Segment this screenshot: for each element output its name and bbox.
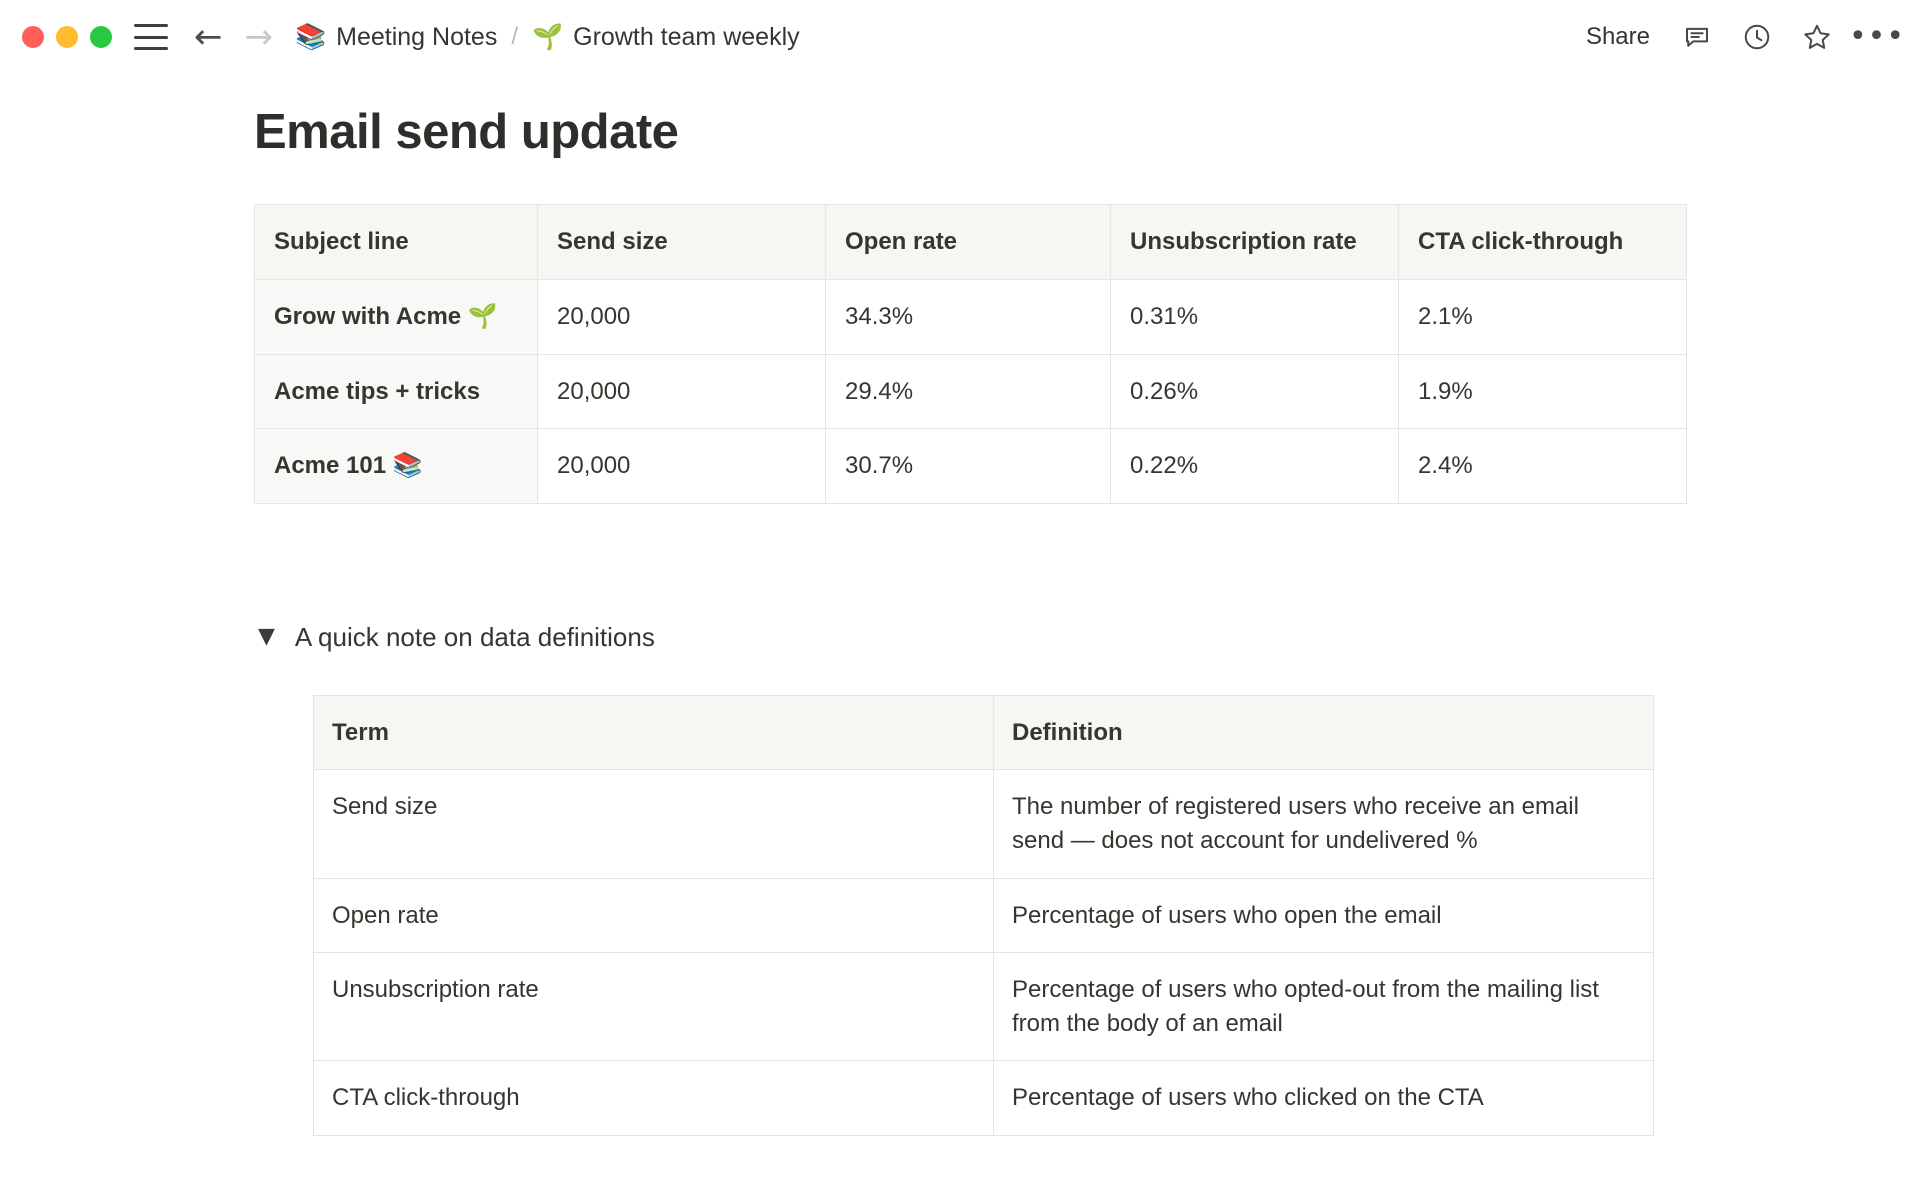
page-title: Email send update bbox=[254, 105, 679, 159]
cell-term[interactable]: Unsubscription rate bbox=[314, 953, 994, 1061]
column-header-cta-click-through[interactable]: CTA click-through bbox=[1399, 205, 1687, 280]
table-header-row bbox=[314, 695, 1654, 770]
email-metrics-table bbox=[254, 204, 1687, 503]
menu-line bbox=[134, 24, 168, 27]
menu-line bbox=[134, 36, 168, 39]
share-button[interactable]: Share bbox=[1585, 23, 1650, 50]
table-row bbox=[314, 953, 1654, 1061]
table-row bbox=[255, 279, 1687, 354]
clock-icon[interactable] bbox=[1740, 20, 1774, 54]
cell-unsubscription-rate[interactable]: 0.31% bbox=[1111, 279, 1399, 354]
seedling-potted-plant-icon: 🌱 bbox=[532, 22, 564, 51]
subject-line-text: Acme 101 bbox=[274, 452, 387, 480]
document-body bbox=[0, 104, 1920, 1136]
breadcrumb-item-meeting-notes[interactable] bbox=[295, 22, 497, 52]
table-row bbox=[314, 1061, 1654, 1136]
column-header-definition[interactable]: Definition bbox=[994, 695, 1654, 770]
back-arrow-icon[interactable]: ← bbox=[194, 17, 223, 57]
cell-open-rate[interactable]: 30.7% bbox=[826, 429, 1111, 504]
table-row bbox=[255, 354, 1687, 429]
toggle-block-header[interactable] bbox=[258, 622, 1920, 653]
cell-send-size[interactable]: 20,000 bbox=[538, 429, 826, 504]
cell-send-size[interactable]: 20,000 bbox=[538, 354, 826, 429]
cell-subject-line[interactable] bbox=[255, 354, 538, 429]
minimize-window-button[interactable] bbox=[56, 26, 78, 48]
breadcrumb-label: Meeting Notes bbox=[336, 22, 498, 51]
column-header-unsubscription-rate[interactable]: Unsubscription rate bbox=[1111, 205, 1399, 280]
table-row bbox=[314, 770, 1654, 878]
cell-cta-click-through[interactable]: 1.9% bbox=[1399, 354, 1687, 429]
more-options-glyph: ••• bbox=[1848, 19, 1906, 54]
window-titlebar bbox=[0, 0, 1920, 74]
more-options-icon[interactable] bbox=[1848, 19, 1906, 54]
column-header-send-size[interactable]: Send size bbox=[538, 205, 826, 280]
subject-line-text: Grow with Acme bbox=[274, 302, 462, 330]
breadcrumb-item-growth-team-weekly[interactable] bbox=[532, 22, 800, 52]
cell-unsubscription-rate[interactable]: 0.26% bbox=[1111, 354, 1399, 429]
menu-line bbox=[134, 47, 168, 50]
subject-line-text: Acme tips + tricks bbox=[274, 377, 481, 405]
cell-open-rate[interactable]: 34.3% bbox=[826, 279, 1111, 354]
window-controls bbox=[22, 26, 112, 48]
cell-definition[interactable]: The number of registered users who receive an email send — does not account for undelivered % bbox=[994, 770, 1654, 878]
definitions-table bbox=[313, 695, 1654, 1136]
books-icon: 📚 bbox=[295, 22, 327, 51]
cell-cta-click-through[interactable]: 2.4% bbox=[1399, 429, 1687, 504]
breadcrumb-label: Growth team weekly bbox=[573, 22, 800, 51]
column-header-open-rate[interactable]: Open rate bbox=[826, 205, 1111, 280]
seedling-icon: 🌱 bbox=[467, 301, 498, 330]
books-icon: 📚 bbox=[392, 451, 423, 480]
toggle-block-label: A quick note on data definitions bbox=[294, 621, 655, 652]
column-header-subject-line[interactable]: Subject line bbox=[255, 205, 538, 280]
cell-term[interactable]: Open rate bbox=[314, 878, 994, 953]
cell-cta-click-through[interactable]: 2.1% bbox=[1399, 279, 1687, 354]
cell-term[interactable]: CTA click-through bbox=[314, 1061, 994, 1136]
sidebar-toggle-icon[interactable] bbox=[134, 24, 168, 50]
table-row bbox=[314, 878, 1654, 953]
chevron-down-icon[interactable]: ▼ bbox=[258, 624, 275, 650]
maximize-window-button[interactable] bbox=[90, 26, 112, 48]
cell-open-rate[interactable]: 29.4% bbox=[826, 354, 1111, 429]
table-row bbox=[255, 429, 1687, 504]
titlebar-actions bbox=[1582, 19, 1906, 55]
table-header-row bbox=[255, 205, 1687, 280]
cell-subject-line[interactable] bbox=[255, 279, 538, 354]
cell-term[interactable]: Send size bbox=[314, 770, 994, 878]
cell-definition[interactable]: Percentage of users who opted-out from the mailing list from the body of an email bbox=[994, 953, 1654, 1061]
cell-definition[interactable]: Percentage of users who clicked on the CTA bbox=[994, 1061, 1654, 1136]
cell-definition[interactable]: Percentage of users who open the email bbox=[994, 878, 1654, 953]
cell-subject-line[interactable] bbox=[255, 429, 538, 504]
breadcrumb bbox=[295, 22, 800, 52]
close-window-button[interactable] bbox=[22, 26, 44, 48]
breadcrumb-separator: / bbox=[511, 23, 519, 50]
cell-send-size[interactable]: 20,000 bbox=[538, 279, 826, 354]
column-header-term[interactable]: Term bbox=[314, 695, 994, 770]
cell-unsubscription-rate[interactable]: 0.22% bbox=[1111, 429, 1399, 504]
comment-icon[interactable] bbox=[1680, 20, 1714, 54]
forward-arrow-icon[interactable]: → bbox=[244, 17, 273, 57]
star-icon[interactable] bbox=[1800, 20, 1834, 54]
